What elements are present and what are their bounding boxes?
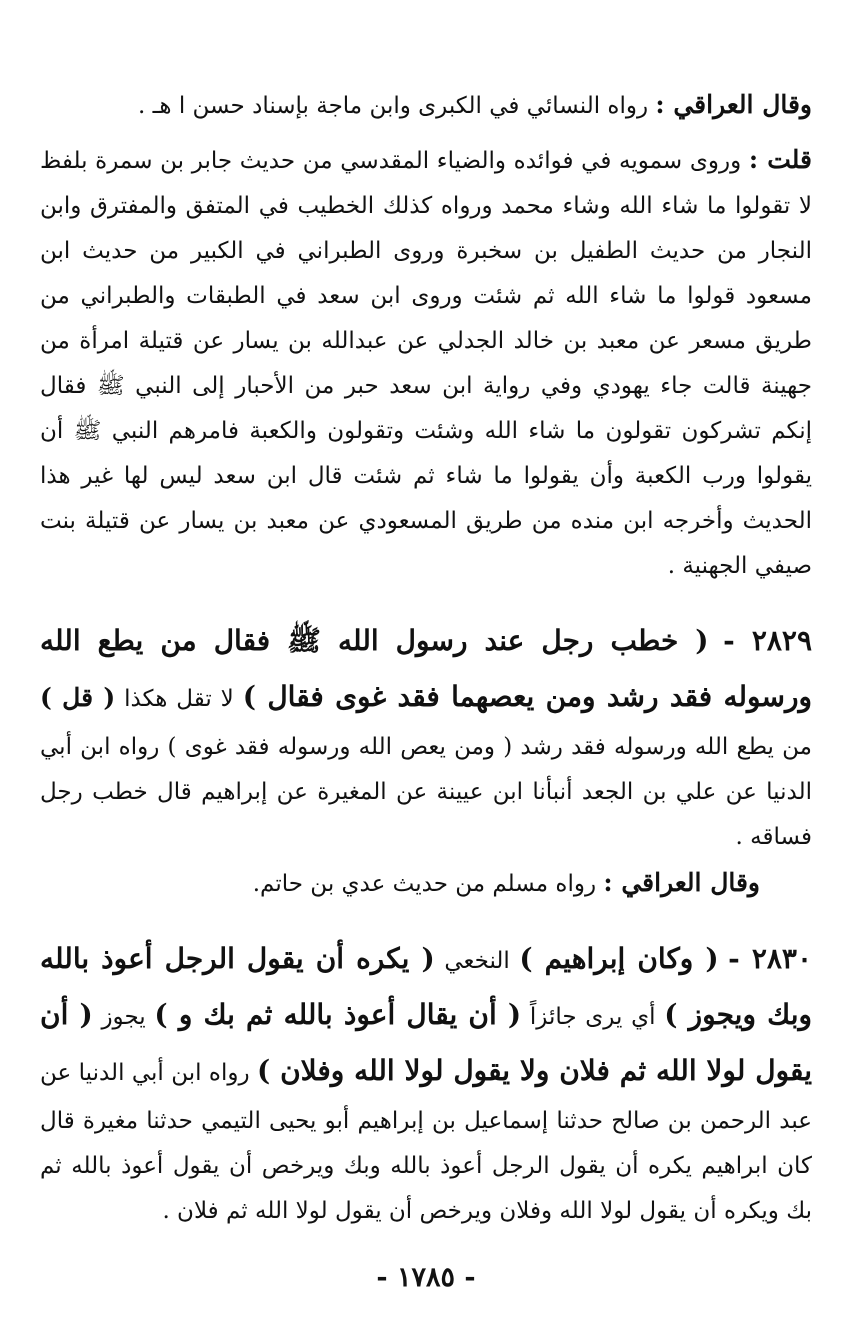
document-page [40, 82, 813, 1293]
qult-label: قلت : [748, 145, 812, 174]
hadith-2830-text-3: يجوز [101, 1004, 146, 1030]
iraqi-note-2 [40, 860, 812, 907]
iraqi-note-text-2: رواه مسلم من حديث عدي بن حاتم. [252, 871, 597, 897]
hadith-2830-heading-3: ( أن يقال أعوذ بالله ثم بك و ) [154, 998, 522, 1031]
hadith-2830-text-2: أي يرى جائزاً [529, 1004, 656, 1030]
hadith-2830-text-1: النخعي [444, 948, 510, 974]
iraqi-note-text: رواه النسائي في الكبرى وابن ماجة بإسناد حسن ا هـ . [138, 93, 649, 119]
hadith-2829 [40, 613, 812, 860]
hadith-2830 [40, 931, 812, 1234]
iraqi-label-2: وقال العراقي : [603, 868, 760, 897]
hadith-2830-number: ٢٨٣٠ - [728, 942, 812, 975]
hadith-2829-text-2: من يطع الله ورسوله فقد رشد ( ومن يعص الله ورسوله فقد غوى ) رواه ابن أبي الدنيا عن علي بن الجعد أنبأنا ابن عيينة عن المغيرة عن إبراهيم قال خطب رجل فساقه . [40, 734, 812, 850]
hadith-2830-heading-4: ( أن يقول لولا الله ثم فلان ولا يقول لولا الله وفلان ) [40, 998, 813, 1087]
qult-text: وروى سمويه في فوائده والضياء المقدسي من حديث جابر بن سمرة بلفظ لا تقولوا ما شاء الله وشاء محمد ورواه كذلك الخطيب في المتفق والمفترق وابن النجار من حديث الطفيل بن سخبرة وروى الطبراني في الكبير من حديث ابن مسعود قولوا ما شاء الله ثم شئت وروى ابن سعد في الطبقات والطبراني من طريق مسعر عن معبد بن خالد الجدلي عن عبدالله بن يسار عن قتيلة امرأة من جهينة قالت جاء يهودي وفي رواية ابن سعد حبر من الأحبار إلى النبي ﷺ فقال إنكم تشركون تقولون ما شاء الله وشئت وتقولون والكعبة فامرهم النبي ﷺ أن يقولوا ورب الكعبة وأن يقولوا ما شاء ثم شئت قال ابن سعد ليس لها غير هذا الحديث وأخرجه ابن منده من طريق المسعودي عن معبد بن يسار عن قتيلة بنت صيفي الجهنية . [40, 148, 812, 579]
hadith-2830-heading-2: ( يكره أن يقول الرجل أعوذ بالله وبك ويجوز ) [40, 942, 813, 1031]
hadith-2829-qul-label: ( قل ) [40, 683, 116, 712]
hadith-2830-text-4: رواه ابن أبي الدنيا عن عبد الرحمن بن صالح حدثنا إسماعيل بن إبراهيم أبو يحيى التيمي حدثنا مغيرة قال كان ابراهيم يكره أن يقول الرجل أعوذ بالله وبك ويرخص أن يقول أعوذ بالله ثم بك ويكره أن يقول لولا الله وفلان ويرخص أن يقول لولا الله ثم فلان . [40, 1060, 812, 1224]
hadith-2829-text-1: لا تقل هكذا [124, 686, 234, 712]
qult-paragraph [40, 137, 812, 589]
iraqi-label: وقال العراقي : [655, 90, 812, 119]
iraqi-note-1 [40, 82, 812, 129]
page-number: - ١٧٨٥ - [376, 1262, 476, 1293]
hadith-2829-number: ٢٨٢٩ - [723, 624, 812, 657]
hadith-2829-heading: ( خطب رجل عند رسول الله ﷺ فقال من يطع الله ورسوله فقد رشد ومن يعصهما فقد غوى فقال ) [40, 624, 813, 713]
hadith-2830-heading-1: ( وكان إبراهيم ) [519, 942, 719, 975]
